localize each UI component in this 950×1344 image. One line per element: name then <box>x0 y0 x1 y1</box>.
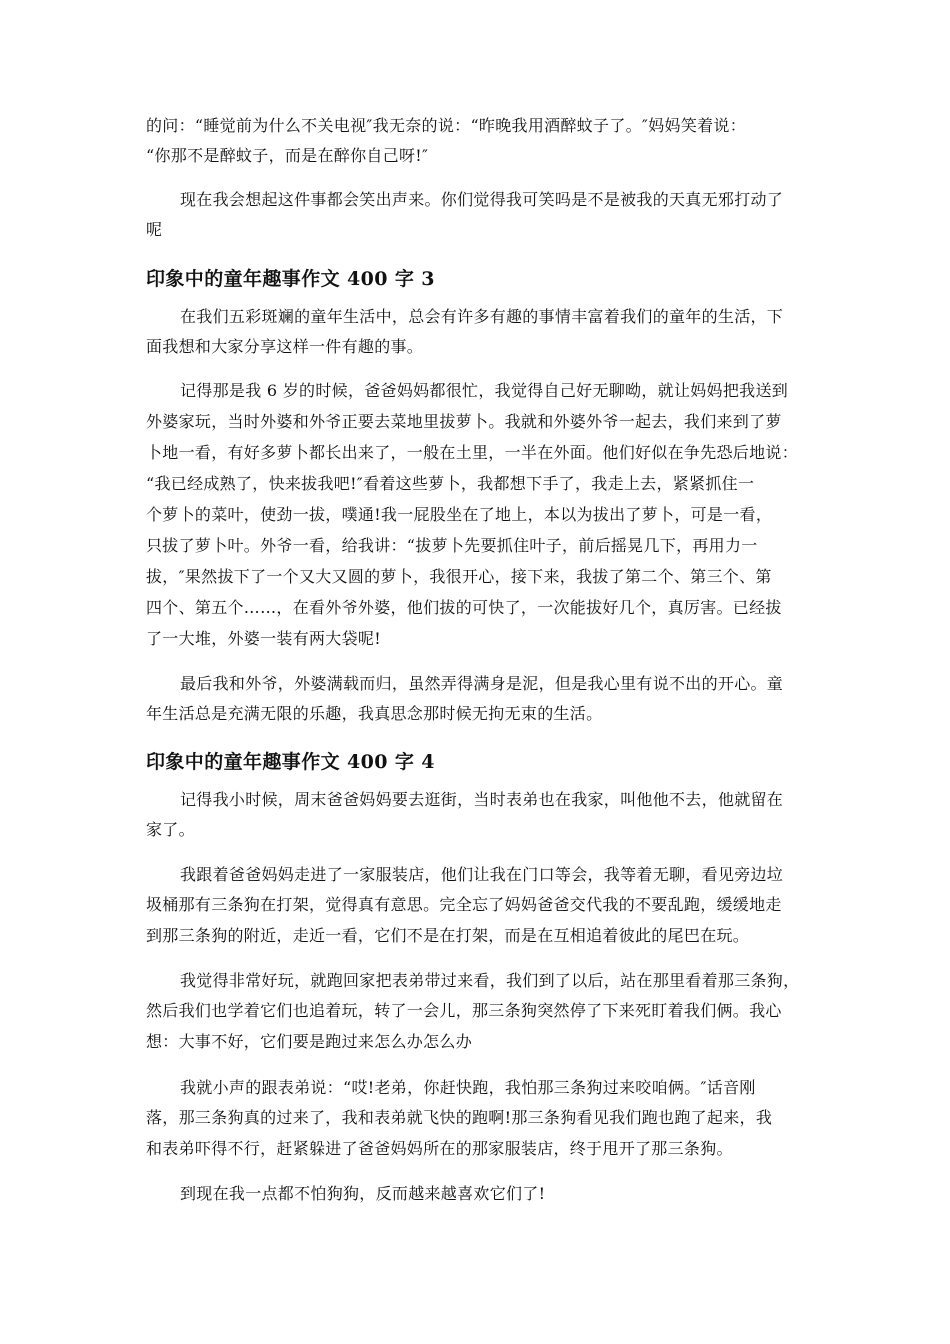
text-line: 家了。 <box>146 820 195 839</box>
text-line: 只拔了萝卜叶。外爷一看，给我讲：“拔萝卜先要抓住叶子，前后摇晃几下，再用力一 <box>146 536 758 555</box>
text-line: 呢 <box>146 220 163 239</box>
section-3-heading: 印象中的童年趣事作文 400 字 3 <box>146 268 435 290</box>
text-line: 我觉得非常好玩，就跑回家把表弟带过来看，我们到了以后，站在那里看着那三条狗， <box>180 971 800 990</box>
text-line: 记得那是我 6 岁的时候，爸爸妈妈都很忙，我觉得自己好无聊呦，就让妈妈把我送到 <box>180 381 789 400</box>
text-line: 个萝卜的菜叶，使劲一拔，噗通!我一屁股坐在了地上，本以为拔出了萝卜，可是一看， <box>146 505 773 524</box>
text-line: 落，那三条狗真的过来了，我和表弟就飞快的跑啊!那三条狗看见我们跑也跑了起来，我 <box>146 1108 773 1127</box>
text-line: 和表弟吓得不行，赶紧躲进了爸爸妈妈所在的那家服装店，终于甩开了那三条狗。 <box>146 1139 733 1158</box>
text-line: 到那三条狗的附近，走近一看，它们不是在打架，而是在互相追着彼此的尾巴在玩。 <box>146 926 750 945</box>
text-line: 圾桶那有三条狗在打架，觉得真有意思。完全忘了妈妈爸爸交代我的不要乱跑，缓缓地走 <box>146 895 782 914</box>
text-line: 然后我们也学着它们也追着玩，转了一会儿，那三条狗突然停了下来死盯着我们俩。我心 <box>146 1001 782 1020</box>
text-line: 想：大事不好，它们要是跑过来怎么办怎么办 <box>146 1032 473 1051</box>
text-line: “我已经成熟了，快来拔我吧!″看着这些萝卜，我都想下手了，我走上去，紧紧抓住一 <box>146 474 755 493</box>
text-line: 我就小声的跟表弟说：“哎!老弟，你赶快跑，我怕那三条狗过来咬咱俩。″话音刚 <box>180 1078 756 1097</box>
text-line: “你那不是醉蚊子，而是在醉你自己呀!″ <box>146 146 429 165</box>
text-line: 记得我小时候，周末爸爸妈妈要去逛街，当时表弟也在我家，叫他他不去，他就留在 <box>180 790 784 809</box>
text-line: 拔，″果然拔下了一个又大又圆的萝卜，我很开心，接下来，我拔了第二个、第三个、第 <box>146 567 772 586</box>
text-line: 四个、第五个……，在看外爷外婆，他们拔的可快了，一次能拔好几个，真厉害。已经拔 <box>146 598 782 617</box>
text-line: 到现在我一点都不怕狗狗，反而越来越喜欢它们了! <box>180 1184 546 1203</box>
text-line: 了一大堆，外婆一装有两大袋呢! <box>146 629 381 648</box>
text-line: 面我想和大家分享这样一件有趣的事。 <box>146 337 424 356</box>
text-line: 年生活总是充满无限的乐趣，我真思念那时候无拘无束的生活。 <box>146 704 603 723</box>
text-line: 在我们五彩斑斓的童年生活中，总会有许多有趣的事情丰富着我们的童年的生活，下 <box>180 307 784 326</box>
text-line: 我跟着爸爸妈妈走进了一家服装店，他们让我在门口等会，我等着无聊，看见旁边垃 <box>180 865 784 884</box>
text-line: 外婆家玩，当时外婆和外爷正要去菜地里拔萝卜。我就和外婆外爷一起去，我们来到了萝 <box>146 412 782 431</box>
text-line: 最后我和外爷，外婆满载而归，虽然弄得满身是泥，但是我心里有说不出的开心。童 <box>180 674 784 693</box>
text-line: 卜地一看，有好多萝卜都长出来了，一般在土里，一半在外面。他们好似在争先恐后地说： <box>146 443 799 462</box>
text-line: 现在我会想起这件事都会笑出声来。你们觉得我可笑吗是不是被我的天真无邪打动了 <box>180 190 784 209</box>
section-4-heading: 印象中的童年趣事作文 400 字 4 <box>146 751 435 773</box>
text-line: 的问：“睡觉前为什么不关电视″我无奈的说：“昨晚我用酒醉蚊子了。″妈妈笑着说： <box>146 116 747 135</box>
